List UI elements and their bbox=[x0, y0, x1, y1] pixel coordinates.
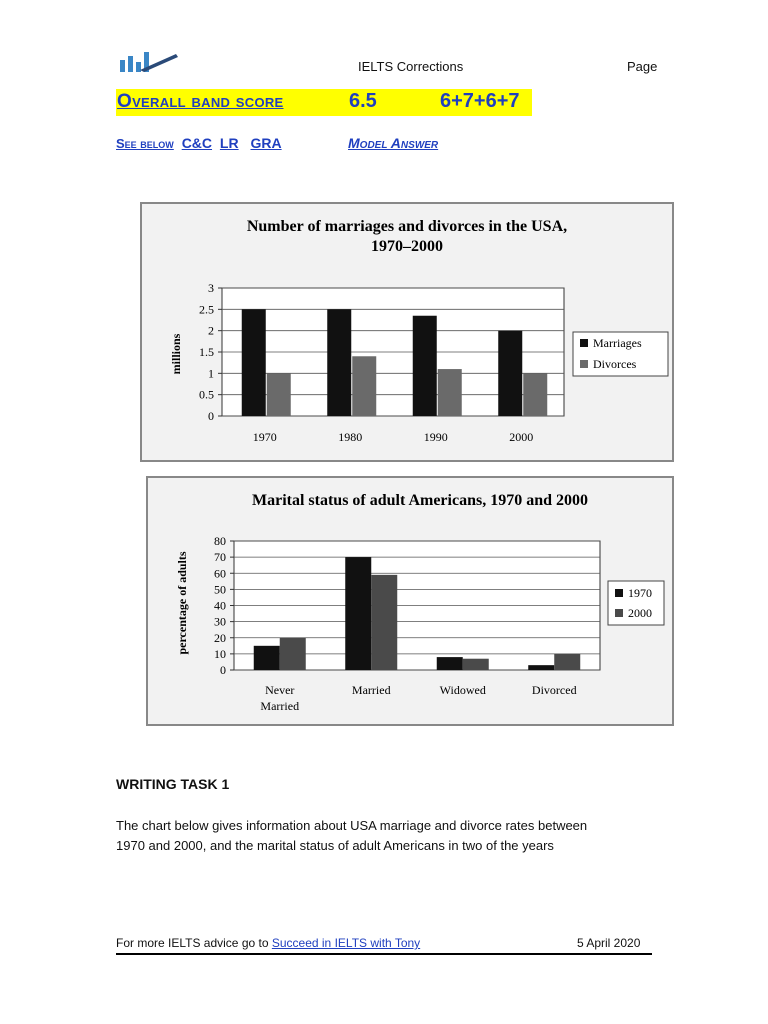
chart2-category-label: Divorced bbox=[531, 683, 577, 697]
chart2-bar-1970-2 bbox=[437, 657, 463, 670]
chart1-ytick-label: 1 bbox=[208, 366, 214, 381]
chart2-category-label: Widowed bbox=[439, 683, 486, 697]
chart1-bar-marriages-0 bbox=[242, 309, 266, 416]
chart1-ytick-label: 0.5 bbox=[199, 387, 214, 402]
legend-swatch-2000 bbox=[615, 609, 623, 617]
chart1-bar-marriages-2 bbox=[413, 316, 437, 416]
band-score: 6.5 bbox=[349, 90, 377, 112]
legend-label-1970: 1970 bbox=[628, 586, 652, 600]
legend-swatch-marriages bbox=[580, 339, 588, 347]
chart2-category-label: Married bbox=[260, 699, 300, 713]
chart2-bar-1970-0 bbox=[254, 646, 280, 670]
chart1-ytick-label: 0 bbox=[208, 409, 214, 423]
chart1-bar-marriages-3 bbox=[498, 331, 522, 416]
chart1-category-label: 1980 bbox=[338, 430, 363, 444]
chart2-ytick-label: 40 bbox=[214, 598, 226, 613]
chart2-ytick-label: 60 bbox=[214, 566, 226, 581]
footer-date: 5 April 2020 bbox=[577, 936, 641, 950]
lr-link[interactable]: LR bbox=[219, 135, 239, 151]
criteria-links bbox=[116, 135, 282, 151]
chart1-svg bbox=[142, 204, 672, 460]
marriages-divorces-chart bbox=[140, 202, 674, 462]
chart2-legend bbox=[608, 581, 664, 625]
footer-link[interactable]: Succeed in IELTS with Tony bbox=[271, 936, 421, 950]
band-label: Overall band score bbox=[117, 91, 284, 112]
task-heading: WRITING TASK 1 bbox=[116, 776, 230, 792]
chart1-bar-marriages-1 bbox=[327, 309, 351, 416]
task-prompt bbox=[116, 816, 656, 856]
footer-advice bbox=[116, 936, 420, 950]
task-prompt-line-2: 1970 and 2000, and the marital status of adult Americans in two of the years bbox=[116, 838, 554, 853]
chart1-bar-divorces-3 bbox=[523, 373, 547, 416]
task-prompt-line-1: The chart below gives information about USA marriage and divorce rates between bbox=[116, 818, 588, 833]
chart2-svg bbox=[148, 478, 672, 724]
chart1-ytick-label: 1.5 bbox=[199, 345, 214, 359]
chart2-bar-2000-1 bbox=[371, 575, 397, 670]
chart2-bar-2000-2 bbox=[463, 659, 489, 670]
chart2-ytick-label: 10 bbox=[214, 646, 226, 661]
chart2-bar-2000-0 bbox=[280, 638, 306, 670]
chart2-category-label: Married bbox=[351, 683, 391, 697]
header-title: IELTS Corrections bbox=[358, 59, 464, 74]
legend-swatch-divorces bbox=[580, 360, 588, 368]
legend-swatch-1970 bbox=[615, 589, 623, 597]
chart1-bar-divorces-1 bbox=[352, 356, 376, 416]
chart1-category-label: 1990 bbox=[423, 430, 448, 444]
chart2-bar-1970-1 bbox=[345, 557, 371, 670]
chart2-category-label: Never bbox=[265, 683, 295, 697]
chart2-ytick-label: 30 bbox=[214, 614, 226, 629]
chart2-bar-2000-3 bbox=[554, 654, 580, 670]
chart1-ylabel: millions bbox=[169, 333, 183, 375]
chart1-subtitle: 1970–2000 bbox=[371, 238, 443, 255]
chart1-ytick-label: 2 bbox=[208, 323, 214, 338]
logo-icon bbox=[118, 48, 180, 74]
gra-link[interactable]: GRA bbox=[250, 135, 282, 151]
band-breakdown: 6+7+6+7 bbox=[440, 90, 520, 112]
chart2-bar-1970-3 bbox=[528, 665, 554, 670]
chart2-ytick-label: 20 bbox=[214, 630, 226, 645]
chart1-ytick-label: 2.5 bbox=[199, 302, 214, 317]
chart2-ytick-label: 80 bbox=[214, 534, 226, 548]
cc-link[interactable]: C&C bbox=[181, 135, 213, 151]
chart2-ytick-label: 50 bbox=[214, 582, 226, 597]
chart1-ytick-label: 3 bbox=[208, 281, 214, 295]
see-below-link[interactable]: See below bbox=[116, 136, 174, 151]
chart2-ytick-label: 70 bbox=[214, 550, 226, 565]
chart1-category-label: 2000 bbox=[509, 430, 534, 444]
footer-prefix: For more IELTS advice go to bbox=[116, 936, 269, 950]
chart2-title: Marital status of adult Americans, 1970 and 2000 bbox=[252, 492, 588, 509]
chart2-ylabel: percentage of adults bbox=[175, 551, 189, 655]
chart1-bar-divorces-0 bbox=[267, 373, 291, 416]
chart1-legend bbox=[573, 332, 668, 376]
header-page-label: Page bbox=[627, 59, 658, 74]
chart1-bar-divorces-2 bbox=[438, 369, 462, 416]
chart1-title: Number of marriages and divorces in the USA, bbox=[246, 218, 568, 235]
chart2-ytick-label: 0 bbox=[220, 663, 226, 677]
chart1-category-label: 1970 bbox=[252, 430, 277, 444]
legend-label-divorces: Divorces bbox=[593, 357, 637, 371]
legend-label-marriages: Marriages bbox=[593, 336, 642, 350]
legend-label-2000: 2000 bbox=[628, 606, 652, 620]
footer-divider bbox=[116, 953, 652, 955]
marital-status-chart bbox=[146, 476, 674, 726]
model-answer-link[interactable]: Model Answer bbox=[348, 135, 439, 151]
